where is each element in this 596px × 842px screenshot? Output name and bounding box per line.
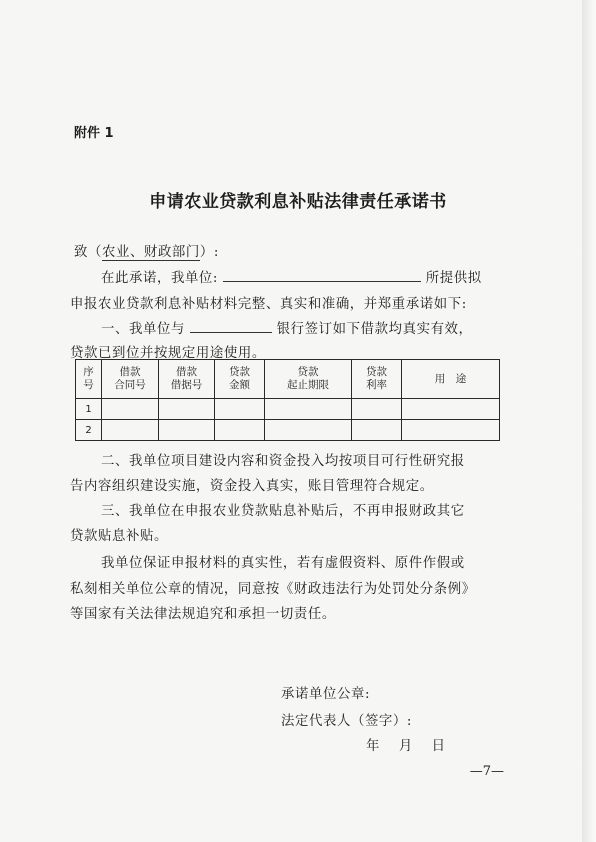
intro-text-2: 所提供拟 <box>425 271 482 286</box>
header-cell: 借款 合同号 <box>102 360 159 399</box>
guarantee-line-2: 私刻相关单位公章的情况，同意按《财政违法行为处罚处分条例》 <box>70 582 476 597</box>
intro-line-2: 申报农业贷款利息补贴材料完整、真实和准确，并郑重承诺如下: <box>70 297 467 312</box>
table-cell[interactable] <box>102 420 159 441</box>
table-cell[interactable] <box>402 399 500 420</box>
attachment-label: 附件 1 <box>74 126 114 141</box>
table-cell[interactable] <box>352 420 402 441</box>
item1-text-1: 一、我单位与 <box>101 322 185 337</box>
item2-line-2: 告内容组织建设实施，资金投入真实，账目管理符合规定。 <box>70 479 434 494</box>
table-cell[interactable] <box>352 399 402 420</box>
table-cell[interactable] <box>159 420 215 441</box>
intro-text-1: 在此承诺，我单位: <box>101 271 219 286</box>
table-cell[interactable] <box>265 420 352 441</box>
item2-line-1: 二、我单位项目建设内容和资金投入均按项目可行性研究报 <box>101 454 465 469</box>
row-number: 2 <box>76 420 102 441</box>
item1-line-2: 贷款已到位并按规定用途使用。 <box>70 346 266 361</box>
bank-name-blank[interactable] <box>190 318 272 333</box>
document-title: 申请农业贷款利息补贴法律责任承诺书 <box>149 192 447 212</box>
header-cell: 贷款 起止期限 <box>265 360 352 399</box>
addressee-name: 农业、财政部门 <box>101 245 200 260</box>
table-cell[interactable] <box>159 399 215 420</box>
intro-line-1 <box>101 267 482 286</box>
guarantee-line-3: 等国家有关法律法规追究和承担一切责任。 <box>70 607 336 622</box>
addressee-suffix: ）: <box>199 245 220 260</box>
item1-line-1 <box>101 318 473 337</box>
header-cell: 序 号 <box>76 360 102 399</box>
addressee-line <box>74 241 219 260</box>
guarantee-line-1: 我单位保证申报材料的真实性，若有虚假资料、原件作假或 <box>101 556 465 571</box>
page-number: —7— <box>469 764 504 779</box>
header-cell: 用 途 <box>402 360 500 399</box>
header-cell: 借款 借据号 <box>159 360 215 399</box>
table-cell[interactable] <box>215 399 265 420</box>
row-number: 1 <box>76 399 102 420</box>
item3-line-2: 贷款贴息补贴。 <box>70 529 168 544</box>
item3-line-1: 三、我单位在申报农业贷款贴息补贴后，不再申报财政其它 <box>101 504 465 519</box>
date-label: 年 月 日 <box>366 739 446 754</box>
table-row <box>76 420 500 441</box>
table-cell[interactable] <box>265 399 352 420</box>
header-cell: 贷款 金额 <box>215 360 265 399</box>
loan-table <box>75 359 500 441</box>
table-row <box>76 399 500 420</box>
representative-signature-label: 法定代表人（签字）: <box>281 714 413 729</box>
item1-text-2: 银行签订如下借款均真实有效， <box>276 322 473 337</box>
scan-edge-shading <box>582 0 596 842</box>
table-cell[interactable] <box>102 399 159 420</box>
header-cell: 贷款 利率 <box>352 360 402 399</box>
seal-label: 承诺单位公章: <box>281 687 371 702</box>
addressee-prefix: 致（ <box>74 245 102 260</box>
table-cell[interactable] <box>402 420 500 441</box>
table-header-row <box>76 360 500 399</box>
table-cell[interactable] <box>215 420 265 441</box>
unit-name-blank[interactable] <box>223 267 421 282</box>
